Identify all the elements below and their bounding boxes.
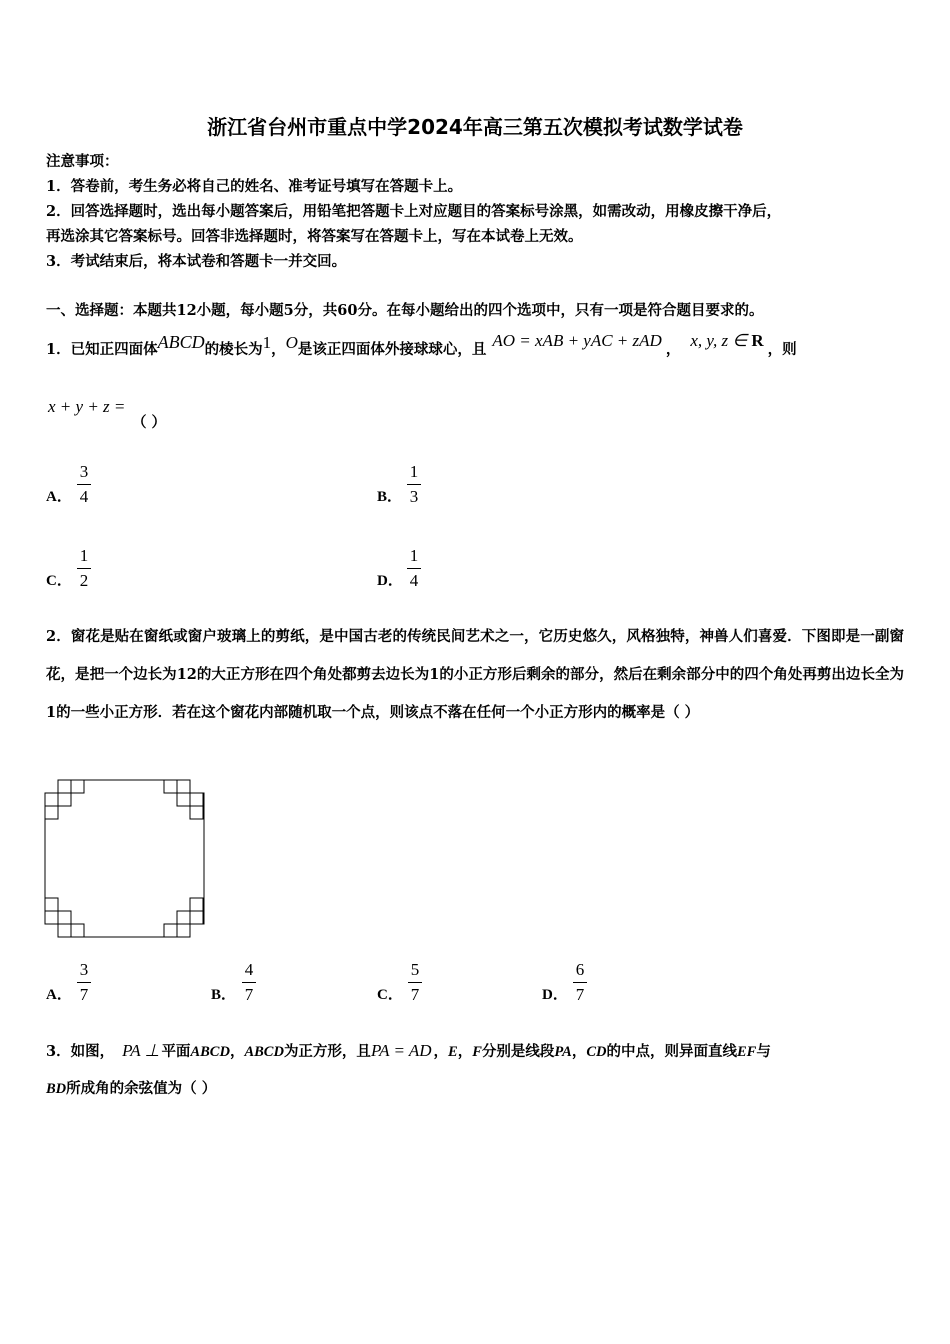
q1-option-d-label[interactable]: D．: [377, 573, 403, 589]
q1-math-vector-eq: AO = xAB + yAC + zAD: [492, 331, 662, 350]
q3-math-perp: PA ⊥: [122, 1041, 160, 1060]
q1-option-d-fraction: $\frac{1}{4}$: [407, 546, 421, 591]
q1-option-a-fraction: $\frac{3}{4}$: [77, 462, 91, 507]
corner-squares-top-left: [45, 780, 84, 819]
q1-math-tetra: ABCD: [157, 332, 205, 352]
q2-option-a-label[interactable]: A．: [46, 987, 72, 1003]
q1-text: ，: [271, 341, 286, 358]
notice-item-1: 1．答卷前，考生务必将自己的姓名、准考证号填写在答题卡上。: [46, 178, 463, 195]
q1-blank: （ ）: [132, 414, 167, 431]
q3-math-equal: PA = AD: [370, 1041, 432, 1060]
question-3-stem-cont: BD所成角的余弦值为（ ）: [46, 1080, 217, 1097]
q2-option-c-fraction: $\frac{5}{7}$: [408, 960, 422, 1005]
question-1-stem: [46, 331, 797, 360]
section-heading: 一、选择题：本题共12小题，每小题5分，共60分。在每小题给出的四个选项中，只有一项是符合题目要求的。: [46, 302, 764, 319]
q1-text: 的棱长为: [204, 341, 263, 358]
q2-option-c-label[interactable]: C．: [377, 987, 403, 1003]
q1-text: ，: [665, 341, 681, 358]
notice-item-2-cont: 再选涂其它答案标号。回答非选择题时，将答案写在答题卡上，写在本试卷上无效。: [46, 228, 583, 245]
corner-squares-top-right: [164, 780, 203, 819]
q1-math-xyz: x, y, z ∈: [690, 331, 752, 350]
q1-option-b-fraction: $\frac{1}{3}$: [407, 462, 421, 507]
notice-heading: 注意事项：: [46, 153, 119, 170]
corner-squares-bottom-left: [45, 898, 84, 937]
q1-math-edge: 1: [262, 333, 272, 352]
q1-text: ，则: [767, 341, 797, 358]
corner-squares-bottom-right: [164, 898, 203, 937]
notice-item-3: 3．考试结束后，将本试卷和答题卡一并交回。: [46, 253, 347, 270]
q1-math-center: O: [285, 333, 298, 352]
q2-option-b-fraction: $\frac{4}{7}$: [242, 960, 256, 1005]
exam-title: 浙江省台州市重点中学2024年高三第五次模拟考试数学试卷: [207, 115, 743, 139]
q1-option-c-label[interactable]: C．: [46, 573, 72, 589]
question-2-stem: 2．窗花是贴在窗纸或窗户玻璃上的剪纸，是中国古老的传统民间艺术之一，它历史悠久，风格独特，神兽人们喜爱．下图即是一副窗花，是把一个边长为12的大正方形在四个角处都剪去边长为1的小正方形后剩余的部分，然后在剩余部分中的四个角处再剪出边长全为1的一些小正方形．若在这个窗花内部随机取一个点，则该点不落在任何一个小正方形内的概率是（ ）: [46, 628, 904, 721]
q1-option-c-fraction: $\frac{1}{2}$: [77, 546, 91, 591]
q1-text: 是该正四面体外接球球心，且: [297, 341, 487, 358]
q1-text: 1．已知正四面体: [46, 341, 158, 358]
q1-math-reals: R: [751, 331, 764, 350]
q1-math-sum: x + y + z =: [48, 397, 126, 416]
q1-option-b-label[interactable]: B．: [377, 489, 403, 505]
q2-option-a-fraction: $\frac{3}{7}$: [77, 960, 91, 1005]
q2-option-d-label[interactable]: D．: [542, 987, 568, 1003]
window-flower-figure: [44, 779, 208, 939]
notice-item-2: 2．回答选择题时，选出每小题答案后，用铅笔把答题卡上对应题目的答案标号涂黑，如需改动，用橡皮擦干净后，: [46, 203, 782, 220]
window-flower-outline: [45, 780, 204, 937]
q2-option-d-fraction: $\frac{6}{7}$: [573, 960, 587, 1005]
question-3-stem: 3．如图， PA ⊥ 平面ABCD，ABCD为正方形，且PA = AD ，E，F分别是线段PA，CD的中点，则异面直线EF与: [46, 1041, 771, 1060]
q1-option-a-label[interactable]: A．: [46, 489, 72, 505]
q2-option-b-label[interactable]: B．: [211, 987, 237, 1003]
